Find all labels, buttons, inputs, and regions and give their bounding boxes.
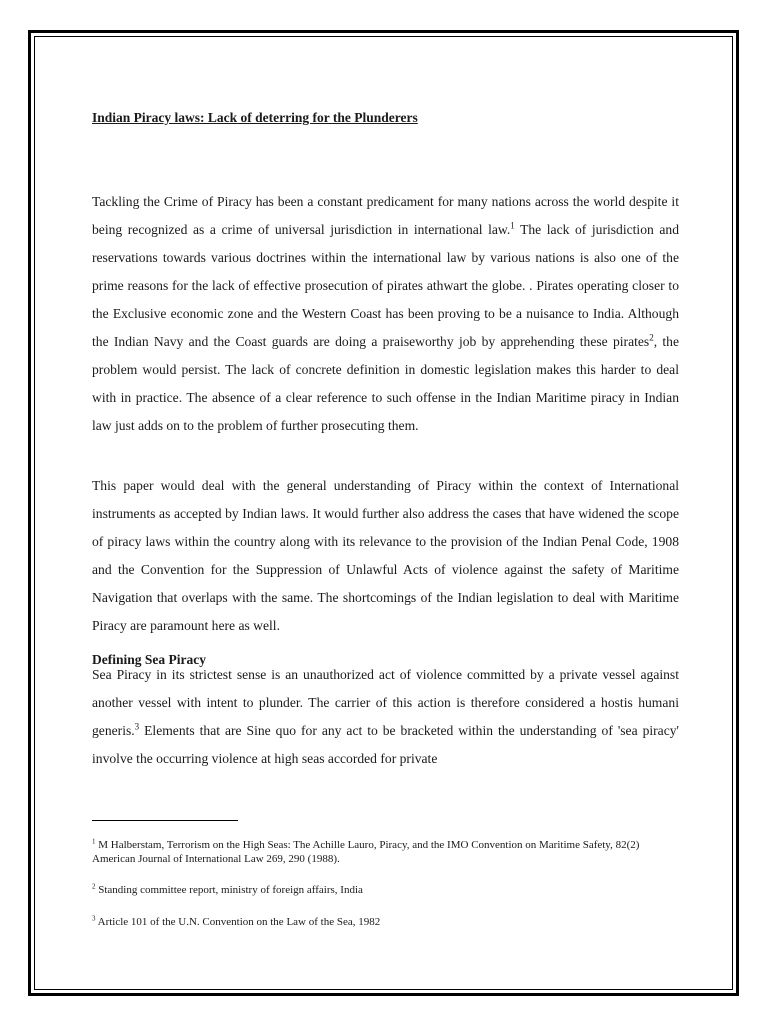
paragraph-scope: This paper would deal with the general understanding of Piracy within the context of International instruments as accepted by Indian laws. It would further also address the cases that have widened the scope of piracy laws within the country along with its relevance to the provision of the Indian Penal Code, 1908 and the Convention for the Suppression of Unlawful Acts of violence against the safety of Maritime Navigation that overlaps with the same. The shortcomings of the Indian legislation to deal with Maritime Piracy are paramount here as well.: [92, 478, 679, 633]
paragraph-intro-text-1: Tackling the Crime of Piracy has been a constant predicament for many nations across the world despite it being recognized as a crime of universal jurisdiction in international law.: [92, 194, 679, 237]
footnote-text: M Halberstam, Terrorism on the High Seas: The Achille Lauro, Piracy, and the IMO Convention on Maritime Safety, 82(2) American Journal of International Law 269, 290 (1988).: [92, 839, 640, 865]
paragraph-intro-text-2: The lack of jurisdiction and reservations towards various doctrines within the international law by various nations is also one of the prime reasons for the lack of effective prosecution of pirates athwart the globe. . Pirates operating closer to the Exclusive economic zone and the Western Coast has been proving to be a nuisance to India. Although the Indian Navy and the Coast guards are doing a praiseworthy job by apprehending these pirates: [92, 222, 679, 349]
footnote-2: [92, 883, 662, 897]
paragraph-definition-text-2: Elements that are Sine quo for any act to be bracketed within the understanding of 'sea piracy' involve the occurring violence at high seas accorded for private: [92, 723, 679, 766]
footnote-number: 1: [92, 837, 96, 846]
footnote-text: Standing committee report, ministry of foreign affairs, India: [95, 884, 363, 896]
paragraph-intro: [92, 188, 679, 440]
footnote-number: 2: [92, 882, 96, 891]
footnote-ref-3: 3: [134, 721, 140, 732]
footnote-text: Article 101 of the U.N. Convention on the Law of the Sea, 1982: [95, 916, 381, 928]
paragraph-intro-text-3: , the problem would persist. The lack of concrete definition in domestic legislation makes this harder to deal with in practice. The absence of a clear reference to such offense in the Indian Maritime piracy in Indian law just adds on to the problem of further prosecuting them.: [92, 334, 679, 433]
footnote-ref-2: 2: [649, 332, 654, 343]
section-heading: Defining Sea Piracy: [92, 652, 206, 667]
footnote-separator: [92, 820, 238, 821]
footnote-1: [92, 838, 662, 866]
footnote-3: [92, 915, 662, 929]
footnote-ref-1: 1: [510, 220, 515, 231]
footnote-number: 3: [92, 914, 96, 923]
document-title: Indian Piracy laws: Lack of deterring for the Plunderers: [92, 110, 418, 125]
paragraph-definition: [92, 661, 679, 773]
paragraph-definition-text-1: Sea Piracy in its strictest sense is an unauthorized act of violence committed by a private vessel against another vessel with intent to plunder. The carrier of this action is therefore considered a hostis humani generis.: [92, 667, 679, 738]
